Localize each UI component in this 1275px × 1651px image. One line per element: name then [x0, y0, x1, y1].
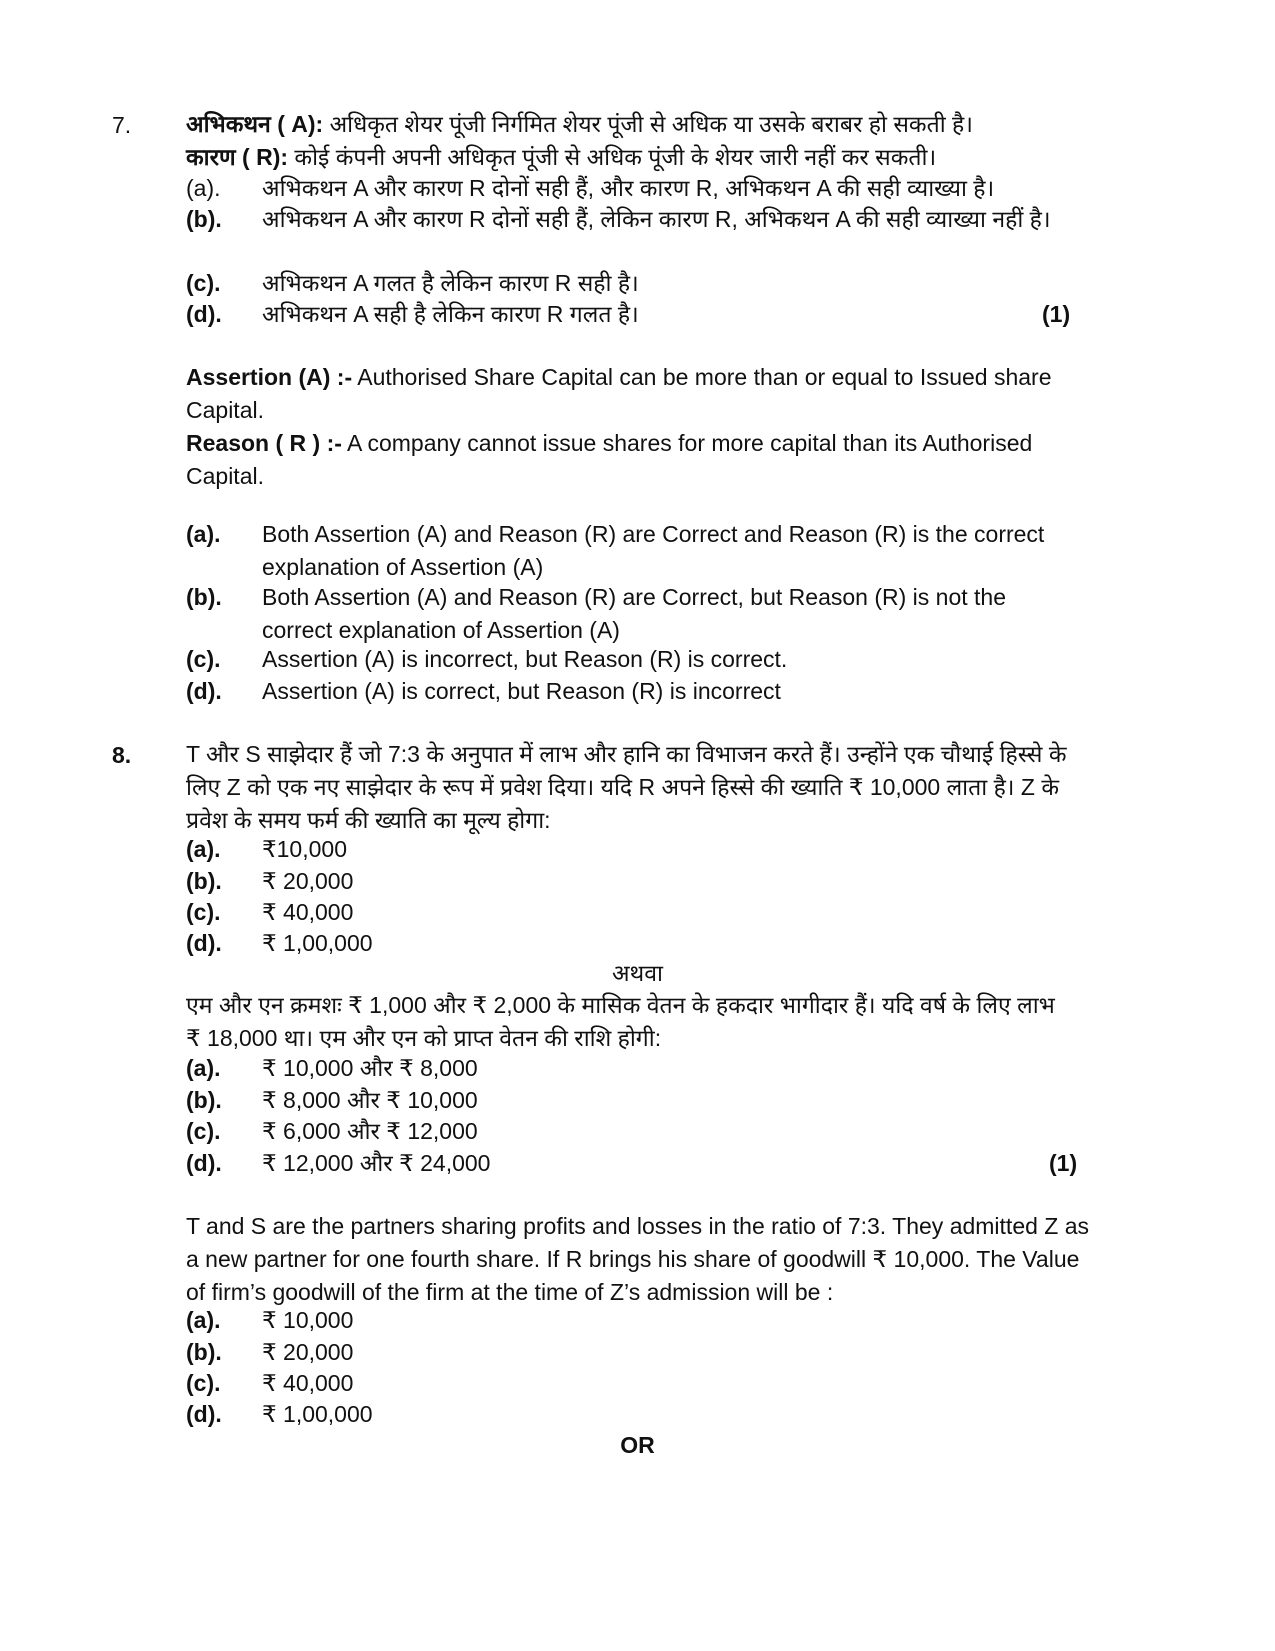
option-text: ₹10,000 [262, 836, 347, 862]
q8-english-question: T and S are the partners sharing profits and losses in the ratio of 7:3. They admitted Z as a new partner for one fourth share. If R brings his share of goodwill ₹ 10,000. The Value of firm’s goodwill of the firm at the time of Z’s admission will be : [186, 1213, 1090, 1305]
option-text: ₹ 20,000 [262, 868, 354, 894]
q8-hindi-alt-option-b [186, 1084, 1116, 1117]
option-label: (c). [186, 646, 221, 672]
q8-english-option-c [186, 1367, 1116, 1400]
option-label: (c). [186, 899, 221, 925]
q7-hindi-option-c [186, 267, 1116, 300]
option-label: (b). [186, 206, 222, 232]
option-text: अभिकथन A और कारण R दोनों सही हैं, लेकिन कारण R, अभिकथन A की सही व्याख्या नहीं है। [262, 206, 1051, 232]
q8-hindi-alt-option-c [186, 1115, 1116, 1148]
q7-hindi-assertion [186, 108, 1116, 141]
option-text: ₹ 10,000 और ₹ 8,000 [262, 1055, 478, 1081]
option-text: Assertion (A) is correct, but Reason (R) is incorrect [262, 678, 781, 704]
option-text: ₹ 1,00,000 [262, 930, 373, 956]
q7-english-reason-text: A company cannot issue shares for more capital than its Authorised Capital. [186, 430, 1033, 489]
option-label: (b). [186, 868, 222, 894]
q7-hindi-option-a [186, 172, 1116, 205]
q7-hindi-option-b [186, 203, 1116, 236]
q7-marks: (1) [1042, 301, 1071, 327]
option-text: ₹ 8,000 और ₹ 10,000 [262, 1087, 478, 1113]
q7-english-reason-label: Reason ( R ) :- [186, 430, 342, 456]
option-text: Both Assertion (A) and Reason (R) are Correct and Reason (R) is the correct explanation of Assertion (A) [262, 521, 1045, 580]
q7-english-option-a [186, 518, 1116, 584]
question-8-number: 8. [112, 742, 132, 768]
q7-english-assertion-text: Authorised Share Capital can be more than or equal to Issued share Capital. [186, 364, 1052, 423]
option-text: ₹ 12,000 और ₹ 24,000 [262, 1150, 491, 1176]
q8-hindi-option-b [186, 865, 1116, 898]
q8-hindi-option-a [186, 833, 1116, 866]
q8-marks: (1) [1049, 1150, 1078, 1176]
q8-hindi-alt-question: एम और एन क्रमशः ₹ 1,000 और ₹ 2,000 के मासिक वेतन के हकदार भागीदार हैं। यदि वर्ष के लिए लाभ ₹ 18,000 था। एम और एन को प्राप्त वेतन की राशि होगी: [186, 992, 1055, 1051]
q7-english-statement [186, 361, 1086, 493]
q8-or-hindi: अथवा [611, 960, 663, 986]
q7-hindi-reason-text: कोई कंपनी अपनी अधिकृत पूंजी से अधिक पूंजी के शेयर जारी नहीं कर सकती। [288, 144, 937, 170]
option-text: ₹ 6,000 और ₹ 12,000 [262, 1118, 478, 1144]
option-label: (c). [186, 1118, 221, 1144]
option-label: (d). [186, 1150, 222, 1176]
q7-hindi-reason [186, 141, 1116, 174]
q7-english-assertion [186, 361, 1086, 427]
option-label: (b). [186, 1087, 222, 1113]
option-text: ₹ 10,000 [262, 1307, 354, 1333]
option-text: ₹ 1,00,000 [262, 1401, 373, 1427]
q7-english-option-b [186, 581, 1116, 647]
q7-hindi-assertion-text: अधिकृत शेयर पूंजी निर्गमित शेयर पूंजी से अधिक या उसके बराबर हो सकती है। [323, 111, 973, 137]
q7-english-reason [186, 427, 1086, 493]
q7-hindi-reason-label: कारण ( R): [186, 144, 289, 170]
q7-hindi-assertion-label: अभिकथन ( A): [186, 111, 324, 137]
option-label: (b). [186, 584, 222, 610]
option-label: (a). [186, 1307, 221, 1333]
q8-english-option-a [186, 1304, 1116, 1337]
option-text: Both Assertion (A) and Reason (R) are Correct, but Reason (R) is not the correct explanation of Assertion (A) [262, 584, 1006, 643]
option-text: अभिकथन A सही है लेकिन कारण R गलत है। [262, 301, 639, 327]
option-text: ₹ 20,000 [262, 1339, 354, 1365]
option-label: (b). [186, 1339, 222, 1365]
option-text: अभिकथन A और कारण R दोनों सही हैं, और कारण R, अभिकथन A की सही व्याख्या है। [262, 175, 995, 201]
q7-hindi-statement [186, 108, 1116, 174]
q7-english-option-c [186, 643, 1116, 676]
option-text: ₹ 40,000 [262, 1370, 354, 1396]
option-label: (c). [186, 270, 221, 296]
option-label: (d). [186, 1401, 222, 1427]
option-text: अभिकथन A गलत है लेकिन कारण R सही है। [262, 270, 639, 296]
q8-hindi-alt-option-d [186, 1147, 1116, 1180]
option-label: (a). [186, 836, 221, 862]
q8-hindi-question: T और S साझेदार हैं जो 7:3 के अनुपात में लाभ और हानि का विभाजन करते हैं। उन्होंने एक चौथाई हिस्से के लिए Z को एक नए साझेदार के रूप में प्रवेश दिया। यदि R अपने हिस्से की ख्याति ₹ 10,000 लाता है। Z के प्रवेश के समय फर्म की ख्याति का मूल्य होगा: [186, 741, 1067, 833]
option-label: (d). [186, 930, 222, 956]
option-text: ₹ 40,000 [262, 899, 354, 925]
q7-english-assertion-label: Assertion (A) :- [186, 364, 353, 390]
option-label: (a). [186, 521, 221, 547]
option-label: (d). [186, 678, 222, 704]
option-label: (a). [186, 175, 221, 201]
q7-english-option-d [186, 675, 1116, 708]
question-7-number: 7. [112, 112, 132, 138]
option-label: (a). [186, 1055, 221, 1081]
q8-or-english: OR [620, 1432, 655, 1458]
option-label: (d). [186, 301, 222, 327]
q8-english-option-d [186, 1398, 1116, 1431]
q7-hindi-option-d [186, 298, 1116, 331]
q8-hindi-option-c [186, 896, 1116, 929]
q8-hindi-option-d [186, 927, 1116, 960]
option-label: (c). [186, 1370, 221, 1396]
option-text: Assertion (A) is incorrect, but Reason (R) is correct. [262, 646, 788, 672]
q8-english-option-b [186, 1336, 1116, 1369]
q8-hindi-alt-option-a [186, 1052, 1116, 1085]
